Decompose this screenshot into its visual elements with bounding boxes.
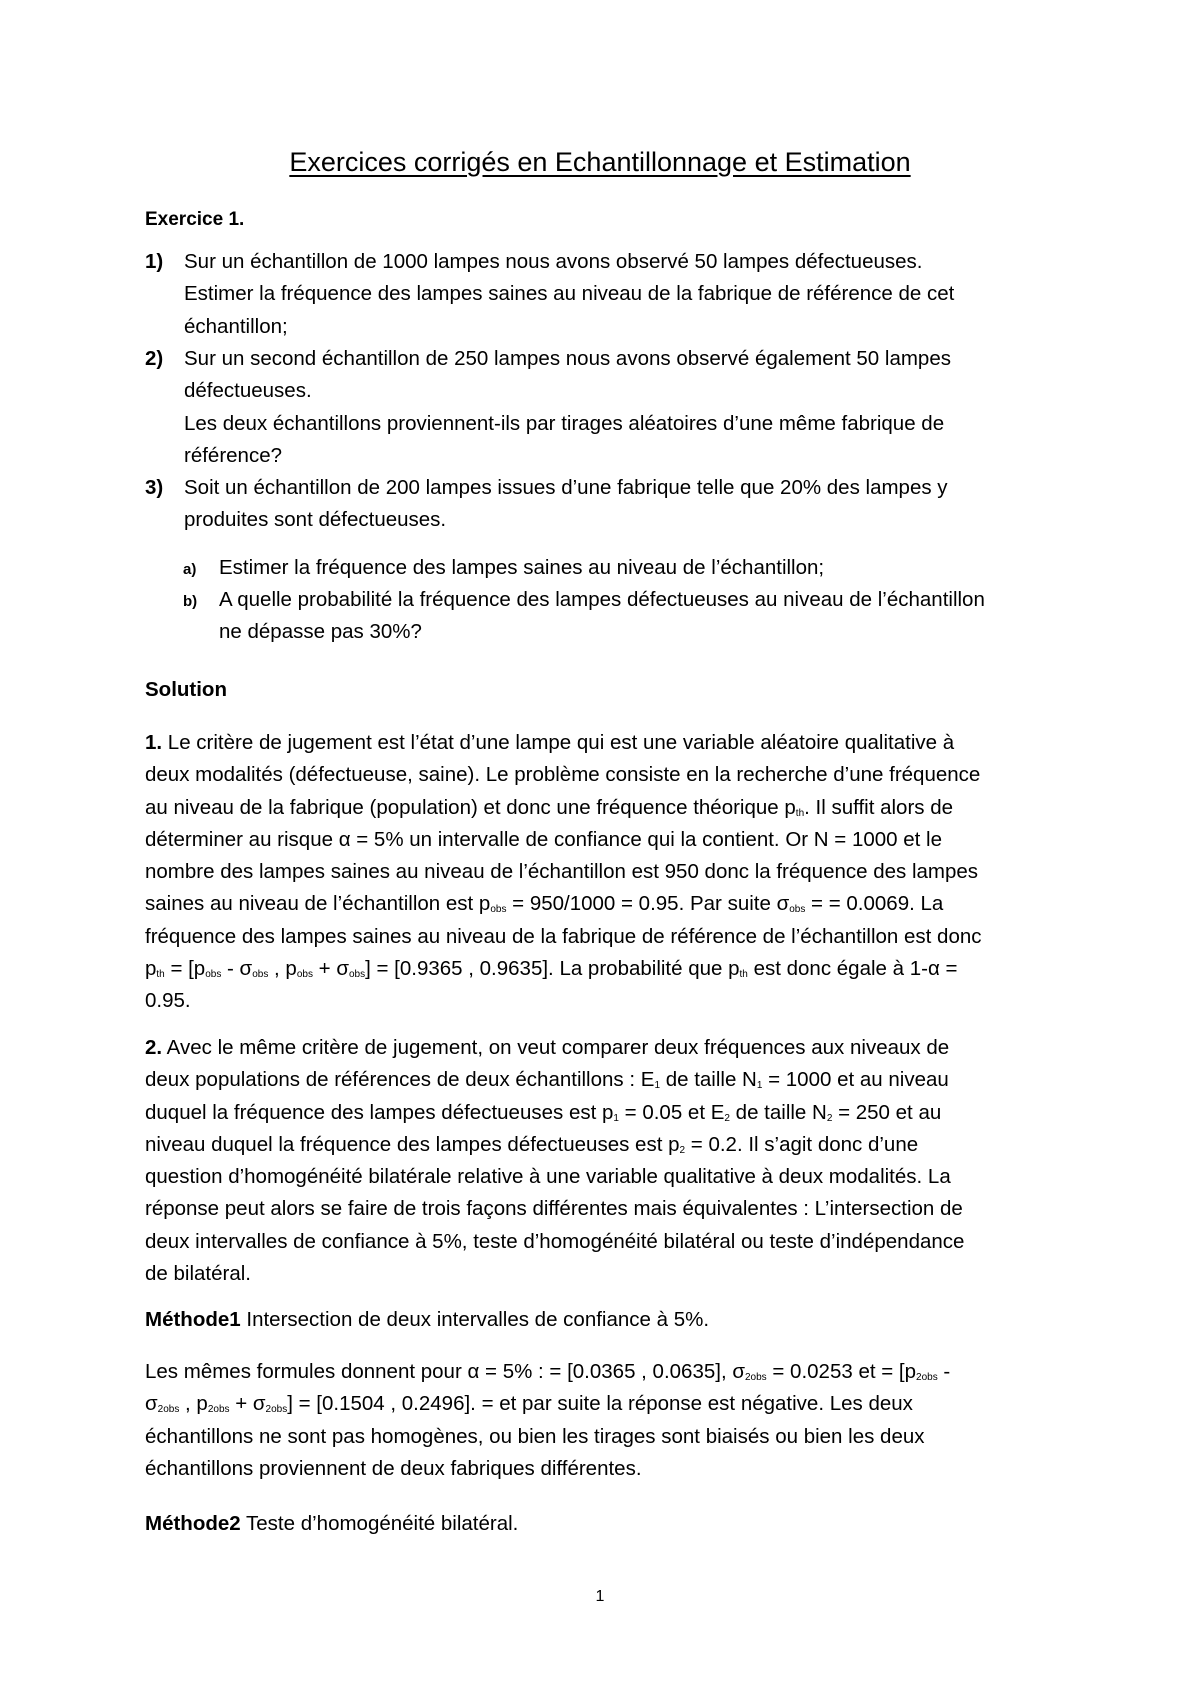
solution-line: question d’homogénéité bilatérale relative à une variable qualitative à deux modalités. La [145, 1165, 951, 1189]
solution-line: saines au niveau de l’échantillon est $p_{obs} = 950/1000 = 0.95$. Par suite $\sigma_{obs}$ = = 0.0069. La [145, 892, 944, 916]
question-line: Les deux échantillons proviennent-ils par tirages aléatoires d’une même fabrique de [184, 411, 945, 435]
methode-1-heading: Méthode1 Intersection de deux intervalles de confiance à 5%. [145, 1308, 710, 1331]
question-line: défectueuses. [184, 379, 312, 403]
question-3-number: 3) [145, 476, 164, 499]
solution-2 [145, 1032, 1065, 1290]
question-line: référence? [184, 443, 283, 467]
solution-line: de bilatéral. [145, 1262, 251, 1286]
solution-line: duquel la fréquence des lampes défectueuses est $p_1 = 0.05$ et $E_2$ de taille $N_2 = 250$ et au [145, 1100, 942, 1124]
solution-line: fréquence des lampes saines au niveau de la fabrique de référence de l’échantillon est donc [145, 924, 982, 948]
page-title: Exercices corrigés en Echantillonnage et Estimation [289, 147, 911, 177]
solution-2-number: 2. [145, 1036, 163, 1059]
solution-line: $\sigma_{2obs}$ , $p_{2obs} + \sigma_{2obs}] = [0.1504$ , 0.2496]. = et par suite la réponse est négative. Les deux [145, 1392, 913, 1416]
question-2 [184, 343, 1074, 472]
question-line: A quelle probabilité la fréquence des lampes défectueuses au niveau de l’échantillon [219, 588, 985, 611]
methode-2-label: Méthode2 [145, 1512, 241, 1535]
solution-line: Les mêmes formules donnent pour α = 5% : = [0.0365 , 0.0635], $\sigma_{2obs} = 0.0253$ et = [$p_{2obs}$ - [145, 1360, 951, 1383]
solution-line: deux populations de références de deux échantillons : $E_1$ de taille $N_1 = 1000$ et au niveau [145, 1068, 949, 1092]
solution-line: déterminer au risque α = 5% un intervalle de confiance qui la contient. Or N = 1000 et le [145, 827, 943, 851]
question-line: ne dépasse pas 30%? [219, 620, 422, 644]
solution-line: 1. Le critère de jugement est l’état d’une lampe qui est une variable aléatoire qualitative à [145, 731, 955, 754]
methode-1-body [145, 1356, 1065, 1485]
solution-line: 0.95. [145, 989, 191, 1013]
solution-line: deux modalités (défectueuse, saine). Le problème consiste en la recherche d’une fréquence [145, 763, 981, 787]
solution-line: nombre des lampes saines au niveau de l’échantillon est 950 donc la fréquence des lampes [145, 860, 979, 884]
solution-line: deux intervalles de confiance à 5%, teste d’homogénéité bilatéral ou teste d’indépendance [145, 1229, 965, 1253]
subquestion-b [219, 584, 1079, 649]
subquestion-a [219, 552, 1079, 584]
question-line: Estimer la fréquence des lampes saines au niveau de la fabrique de référence de cet [184, 282, 955, 306]
question-2-number: 2) [145, 347, 164, 370]
question-line: Sur un échantillon de 1000 lampes nous avons observé 50 lampes défectueuses. [184, 250, 923, 273]
question-1 [184, 246, 1074, 343]
subquestion-a-letter: a) [183, 561, 197, 578]
solution-line: échantillons ne sont pas homogènes, ou bien les tirages sont biaisés ou bien les deux [145, 1424, 925, 1448]
question-1-number: 1) [145, 250, 164, 273]
solution-1 [145, 727, 1065, 1018]
solution-line: échantillons proviennent de deux fabriques différentes. [145, 1456, 642, 1480]
methode-2-heading: Méthode2 Teste d’homogénéité bilatéral. [145, 1512, 519, 1535]
question-line: Soit un échantillon de 200 lampes issues d’une fabrique telle que 20% des lampes y [184, 476, 948, 499]
question-line: Sur un second échantillon de 250 lampes nous avons observé également 50 lampes [184, 347, 951, 370]
question-line: échantillon; [184, 314, 288, 338]
solution-line: $p_{th} = [p_{obs} - \sigma_{obs}$ , $p_{obs} + \sigma_{obs}] = [0.9365$ , 0.9635]. La probabilité que $p_{th}$ est donc égale à 1-α = [145, 957, 958, 981]
solution-line: au niveau de la fabrique (population) et donc une fréquence théorique $p_{th}$. Il suffit alors de [145, 795, 954, 819]
question-3 [184, 472, 1074, 537]
question-line: Estimer la fréquence des lampes saines au niveau de l’échantillon; [219, 556, 825, 579]
solution-line: 2. Avec le même critère de jugement, on veut comparer deux fréquences aux niveaux de [145, 1036, 950, 1059]
subquestion-b-letter: b) [183, 593, 198, 610]
page-number: 1 [595, 1588, 605, 1605]
solution-line: niveau duquel la fréquence des lampes défectueuses est $p_2 = 0.2$. Il s’agit donc d’une [145, 1132, 919, 1156]
question-line: produites sont défectueuses. [184, 508, 447, 532]
methode-1-label: Méthode1 [145, 1308, 241, 1331]
exercise-heading: Exercice 1. [145, 209, 245, 230]
solution-line: réponse peut alors se faire de trois façons différentes mais équivalentes : L’intersection de [145, 1197, 963, 1221]
solution-1-number: 1. [145, 731, 163, 754]
solution-heading: Solution [145, 678, 227, 701]
